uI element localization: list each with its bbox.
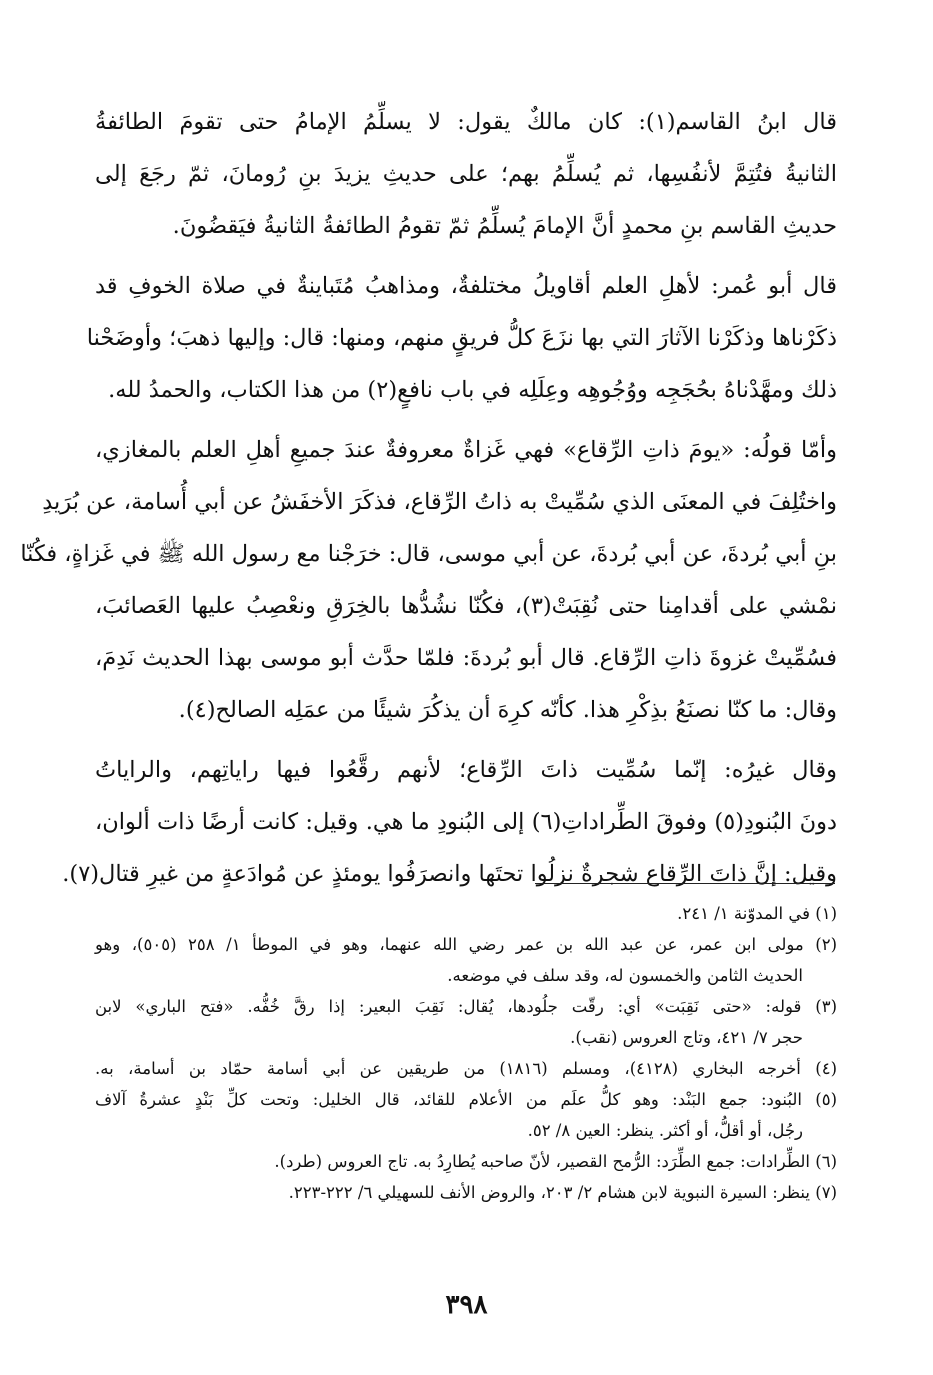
footnote-5-continued: رجُل، أو أقلُّ، أو أكثر. ينظر: العين ٨/ ٥٢. bbox=[527, 1121, 803, 1140]
footnote-divider bbox=[535, 883, 835, 884]
text-line: واختُلِفَ في المعنَى الذي سُمِّيتْ به ذاتُ الرِّقاع، فذكَرَ الأخفَشُ عن أبي أُسامة، عن بُرَيدِ bbox=[42, 489, 837, 515]
footnote-5: (٥) البُنود: جمع البَنْد: وهو كلُّ علَم من الأعلام للقائد، قال الخليل: وتحت كلِّ بَنْدٍ عشرةُ آلاف bbox=[95, 1090, 837, 1109]
footnote-7: (٧) ينظر: السيرة النبوية لابن هشام ٢/ ٢٠٣، والروض الأنف للسهيلي ٦/ ٢٢٢-٢٢٣. bbox=[288, 1183, 837, 1202]
footnote-6: (٦) الطِّرادات: جمع الطِّرَد: الرُّمح القصير، لأنّ صاحبه يُطارِدُ به. تاج العروس (طرد). bbox=[274, 1152, 837, 1171]
text-line: ذلك ومهَّدْناهُ بحُجَجِه ووُجُوهِه وعِلَلِه في باب نافعٍ(٢) من هذا الكتاب، والحمدُ لله. bbox=[108, 377, 837, 403]
text-line: وقيل: إنَّ ذاتَ الرِّقاع شجرةٌ نزلُوا تحتَها وانصرَفُوا يومئذٍ عن مُوادَعةٍ من غيرِ قتال(٧). bbox=[62, 861, 837, 887]
text-line: حديثِ القاسم بنِ محمدٍ أنَّ الإمامَ يُسلِّمُ ثمّ تقومُ الطائفةُ الثانيةُ فيَقضُونَ. bbox=[172, 213, 837, 239]
footnotes bbox=[95, 898, 837, 1208]
footnote-3: (٣) قوله: «حتى نَقِبَت» أي: رقّت جلُودها، يُقال: نَقِبَ البعير: إذا رقَّ خُفُّه. «فتح الباري» لابن bbox=[95, 997, 837, 1016]
footnote-2-continued: الحديث الثامن والخمسون له، وقد سلف في موضعه. bbox=[447, 966, 803, 985]
text-line: وأمّا قولُه: «يومَ ذاتِ الرِّقاع» فهي غَزاةٌ معروفةٌ عندَ جميعِ أهلِ العلم بالمغازي، bbox=[95, 437, 837, 463]
text-line: ذكَرْناها وذكَرْنا الآثارَ التي بها نزَعَ كلُّ فريقٍ منهم، ومنها: قال: وإليها ذهبَ؛ وأوضَحْنا bbox=[86, 325, 837, 351]
text-line: قال أبو عُمر: لأهلِ العلم أقاويلُ مختلفةٌ، ومذاهبُ مُتَباينةٌ في صلاة الخوفِ قد bbox=[95, 273, 837, 299]
footnote-4: (٤) أخرجه البخاري (٤١٢٨)، ومسلم (١٨١٦) من طريقين عن أبي أسامة حمّاد بن أسامة، به. bbox=[95, 1059, 837, 1078]
text-line: قال ابنُ القاسم(١): كان مالكٌ يقول: لا يسلِّمُ الإمامُ حتى تقومَ الطائفةُ bbox=[95, 109, 838, 135]
text-line: نمْشي على أقدامِنا حتى نُقِبَتْ(٣)، فكُنّا نشُدُّها بالخِرَقِ ونعْصِبُ عليها العَصائبَ، bbox=[95, 593, 838, 619]
footnote-3-continued: حجر ٧/ ٤٢١، وتاج العروس (نقب). bbox=[570, 1028, 803, 1047]
text-line: وقال غيرُه: إنّما سُمِّيت ذاتَ الرِّقاع؛ لأنهم رقَّعُوا فيها راياتِهم، والراياتُ bbox=[95, 757, 837, 783]
text-line: فسُمِّيتْ غزوةَ ذاتِ الرِّقاع. قال أبو بُردةَ: فلمّا حدَّث أبو موسى بهذا الحديث نَدِمَ، bbox=[95, 645, 837, 671]
main-text bbox=[20, 96, 838, 900]
text-line: بنِ أبي بُردةَ، عن أبي بُردةَ، عن أبي موسى، قال: خرَجْنا مع رسول الله ﷺ في غَزاةٍ، فكُنّا bbox=[20, 541, 837, 567]
text-line: دونَ البُنودِ(٥) وفوقَ الطِّراداتِ(٦) إلى البُنودِ ما هي. وقيل: كانت أرضًا ذات ألوان، bbox=[95, 809, 837, 835]
page-number: ٣٩٨ bbox=[445, 1290, 488, 1320]
footnote-2: (٢) مولى ابن عمر، عن عبد الله بن عمر رضي الله عنهما، وهو في الموطأ ١/ ٢٥٨ (٥٠٥)، وهو bbox=[95, 935, 837, 954]
footnote-1: (١) في المدوّنة ١/ ٢٤١. bbox=[677, 904, 837, 923]
text-line: الثانيةُ فتُتِمَّ لأنفُسِها، ثم يُسلِّمُ بهم؛ على حديثِ يزيدَ بنِ رُومانَ، ثمّ رجَعَ إلى bbox=[95, 161, 837, 187]
text-line: وقال: ما كنّا نصنَعُ بذِكْرِ هذا. كأنّه كرِهَ أن يذكُرَ شيئًا من عمَلِه الصالح(٤). bbox=[178, 697, 837, 723]
